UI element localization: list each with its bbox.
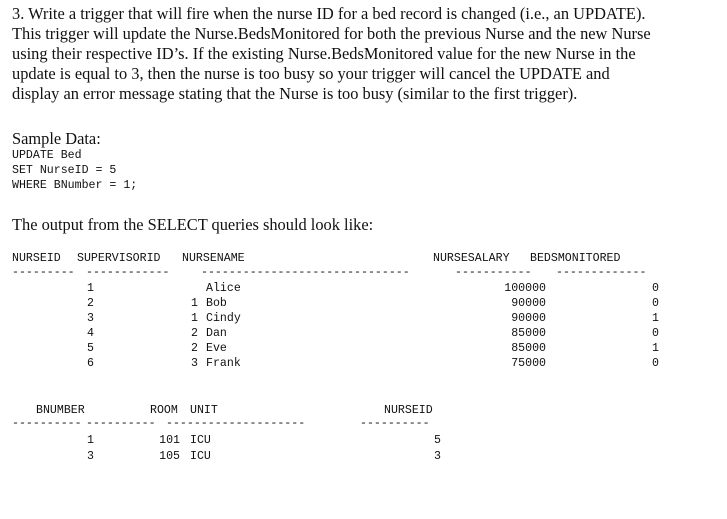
output-title: The output from the SELECT queries should look like: <box>12 215 374 234</box>
table-cell-nursename: Eve <box>206 342 227 355</box>
table-cell-nursesalary: 100000 <box>504 282 546 295</box>
column-header-bnumber: BNUMBER <box>36 404 85 417</box>
separator-supervisorid: ------------ <box>86 266 170 279</box>
table-cell-nursename: Bob <box>206 297 227 310</box>
table-cell-supervisorid: 1 <box>191 297 198 310</box>
table-cell-nursesalary: 90000 <box>511 312 546 325</box>
column-header-bedsmonitored: BEDSMONITORED <box>530 252 621 265</box>
column-header-nurseid: NURSEID <box>12 252 61 265</box>
column-header-nursesalary: NURSESALARY <box>433 252 510 265</box>
sample-code-line: SET NurseID = 5 <box>12 164 117 177</box>
table-cell-nursesalary: 85000 <box>511 327 546 340</box>
table-cell-nursename: Cindy <box>206 312 241 325</box>
column-header-supervisorid: SUPERVISORID <box>77 252 161 265</box>
question-line: This trigger will update the Nurse.BedsMonitored for both the previous Nurse and the new Nurse <box>12 24 651 43</box>
table-cell-nurseid: 3 <box>434 450 441 463</box>
question-text <box>12 4 724 104</box>
table-cell-supervisorid: 2 <box>191 327 198 340</box>
separator-nurseid: ---------- <box>360 417 430 430</box>
question-line: update is equal to 3, then the nurse is too busy so your trigger will cancel the UPDATE and <box>12 64 610 83</box>
table-cell-nursesalary: 90000 <box>511 297 546 310</box>
question-line: 3. Write a trigger that will fire when the nurse ID for a bed record is changed (i.e., an UPDATE). <box>12 4 646 23</box>
table-cell-supervisorid: 2 <box>191 342 198 355</box>
table-cell-nurseid: 4 <box>87 327 94 340</box>
sample-data-title: Sample Data: <box>12 129 101 148</box>
table-cell-nursename: Alice <box>206 282 241 295</box>
column-header-room: ROOM <box>150 404 178 417</box>
table-cell-nursename: Frank <box>206 357 241 370</box>
column-header-nursename: NURSENAME <box>182 252 245 265</box>
table-cell-nurseid: 5 <box>434 434 441 447</box>
table-cell-bnumber: 3 <box>87 450 94 463</box>
table-cell-unit: ICU <box>190 450 211 463</box>
table-cell-nurseid: 2 <box>87 297 94 310</box>
table-cell-room: 105 <box>159 450 180 463</box>
separator-bnumber: ---------- <box>12 417 82 430</box>
table-cell-nursename: Dan <box>206 327 227 340</box>
table-cell-supervisorid: 3 <box>191 357 198 370</box>
question-line: using their respective ID’s. If the existing Nurse.BedsMonitored value for the new Nurse in the <box>12 44 636 63</box>
table-cell-bedsmonitored: 0 <box>652 282 659 295</box>
separator-nursesalary: ----------- <box>455 266 532 279</box>
table-cell-nurseid: 5 <box>87 342 94 355</box>
separator-unit: -------------------- <box>166 417 306 430</box>
table-cell-room: 101 <box>159 434 180 447</box>
table-cell-nurseid: 1 <box>87 282 94 295</box>
table-cell-bedsmonitored: 0 <box>652 327 659 340</box>
table-cell-bedsmonitored: 1 <box>652 342 659 355</box>
column-header-nurseid: NURSEID <box>384 404 433 417</box>
separator-nurseid: --------- <box>12 266 75 279</box>
table-cell-nursesalary: 85000 <box>511 342 546 355</box>
table-cell-nurseid: 3 <box>87 312 94 325</box>
table-cell-bedsmonitored: 1 <box>652 312 659 325</box>
column-header-unit: UNIT <box>190 404 218 417</box>
table-cell-nurseid: 6 <box>87 357 94 370</box>
separator-bedsmonitored: ------------- <box>556 266 647 279</box>
table-cell-unit: ICU <box>190 434 211 447</box>
sample-code-line: WHERE BNumber = 1; <box>12 179 138 192</box>
table-cell-supervisorid: 1 <box>191 312 198 325</box>
sample-code-line: UPDATE Bed <box>12 149 82 162</box>
table-cell-nursesalary: 75000 <box>511 357 546 370</box>
question-line: display an error message stating that the Nurse is too busy (similar to the first trigger). <box>12 84 578 103</box>
table-cell-bedsmonitored: 0 <box>652 297 659 310</box>
table-cell-bnumber: 1 <box>87 434 94 447</box>
table-cell-bedsmonitored: 0 <box>652 357 659 370</box>
separator-room: ---------- <box>86 417 156 430</box>
separator-nursename: ------------------------------ <box>201 266 410 279</box>
